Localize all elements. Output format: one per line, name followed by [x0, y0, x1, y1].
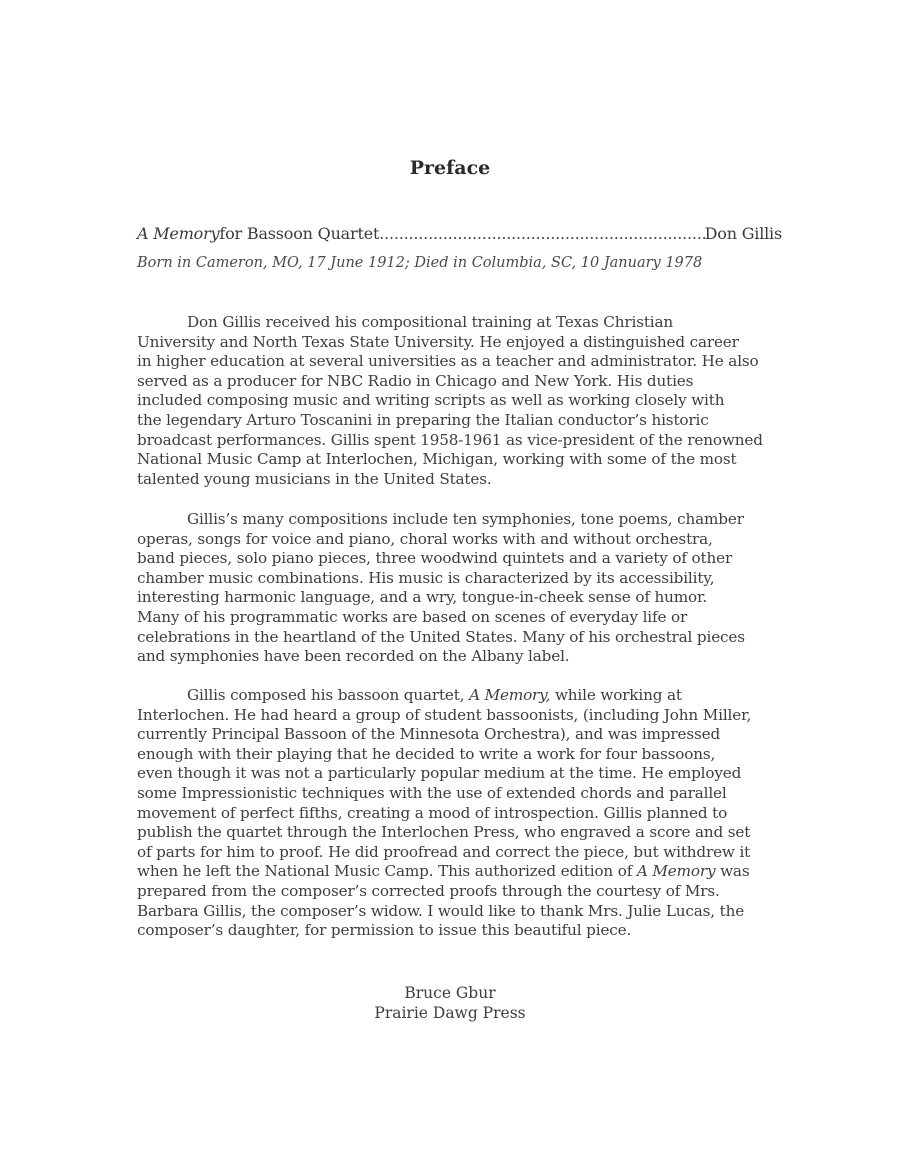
paragraph-line: some Impressionistic techniques with the use of extended chords and parallel: [137, 783, 727, 802]
paragraph-text: was: [715, 862, 750, 881]
paragraph-line: included composing music and writing scripts as well as working closely with: [137, 391, 725, 410]
paragraph-line: movement of perfect fifths, creating a mood of introspection. Gillis planned to: [137, 803, 728, 822]
paragraph-line: publish the quartet through the Interlochen Press, who engraved a score and set: [137, 823, 751, 842]
work-title-italic: A Memory,: [469, 686, 551, 704]
paragraph-line: [137, 686, 787, 706]
paragraph-line: Interlochen. He had heard a group of student bassoonists, (including John Miller,: [137, 705, 752, 724]
work-title-italic: A Memory: [636, 862, 716, 881]
paragraph-line: celebrations in the heartland of the United States. Many of his orchestral pieces: [137, 627, 745, 646]
paragraph-line: interesting harmonic language, and a wry, tongue-in-cheek sense of humor.: [137, 588, 708, 607]
signature-block: [0, 983, 900, 1023]
work-title-line: [137, 224, 782, 243]
paragraph-line: currently Principal Bassoon of the Minnesota Orchestra), and was impressed: [137, 725, 721, 744]
paragraph-line: Barbara Gillis, the composer’s widow. I would like to thank Mrs. Julie Lucas, the: [137, 901, 745, 920]
paragraph-line: University and North Texas State University. He enjoyed a distinguished career: [137, 332, 739, 351]
paragraph-line: Many of his programmatic works are based on scenes of everyday life or: [137, 607, 688, 626]
paragraph-line: National Music Camp at Interlochen, Michigan, working with some of the most: [137, 450, 737, 469]
paragraph-line: chamber music combinations. His music is characterized by its accessibility,: [137, 568, 715, 587]
composer-name: Don Gillis: [704, 224, 782, 243]
paragraph-3: [137, 686, 787, 941]
dot-leader: [379, 224, 704, 243]
work-title-italic: A Memory: [137, 224, 220, 243]
paragraph-text: while working at: [550, 686, 682, 704]
paragraph-text: Gillis composed his bassoon quartet,: [187, 686, 470, 704]
paragraph-text: when he left the National Music Camp. This authorized edition of: [137, 862, 637, 881]
paragraph-line: operas, songs for voice and piano, choral works with and without orchestra,: [137, 529, 713, 548]
paragraph-line: of parts for him to proof. He did proofread and correct the piece, but withdrew it: [137, 842, 751, 861]
paragraph-line: prepared from the composer’s corrected proofs through the courtesy of Mrs.: [137, 881, 720, 900]
signature-name: Bruce Gbur: [404, 984, 496, 1002]
paragraph-line: served as a producer for NBC Radio in Chicago and New York. His duties: [137, 371, 694, 390]
paragraph-1: [137, 313, 787, 489]
paragraph-line: talented young musicians in the United States.: [137, 469, 492, 488]
paragraph-line: broadcast performances. Gillis spent 1958-1961 as vice-president of the renowned: [137, 430, 763, 449]
page-title: Preface: [409, 157, 491, 179]
paragraph-line: and symphonies have been recorded on the Albany label.: [137, 647, 570, 666]
composer-life-dates: Born in Cameron, MO, 17 June 1912; Died in Columbia, SC, 10 January 1978: [137, 255, 703, 271]
paragraph-line: [137, 862, 787, 882]
paragraph-line: in higher education at several universities as a teacher and administrator. He also: [137, 352, 759, 371]
paragraph-line: composer’s daughter, for permission to issue this beautiful piece.: [137, 921, 632, 940]
paragraph-line: the legendary Arturo Toscanini in preparing the Italian conductor’s historic: [137, 410, 709, 429]
signature-publisher: Prairie Dawg Press: [374, 1004, 526, 1022]
paragraph-line: enough with their playing that he decided to write a work for four bassoons,: [137, 744, 716, 763]
paragraph-line: even though it was not a particularly popular medium at the time. He employed: [137, 764, 742, 783]
paragraph-line: Don Gillis received his compositional training at Texas Christian: [187, 313, 674, 331]
paragraph-2: [137, 510, 787, 667]
paragraph-line: band pieces, solo piano pieces, three woodwind quintets and a variety of other: [137, 549, 733, 568]
work-title-rest: for Bassoon Quartet: [219, 224, 380, 243]
paragraph-line: Gillis’s many compositions include ten symphonies, tone poems, chamber: [187, 510, 744, 528]
